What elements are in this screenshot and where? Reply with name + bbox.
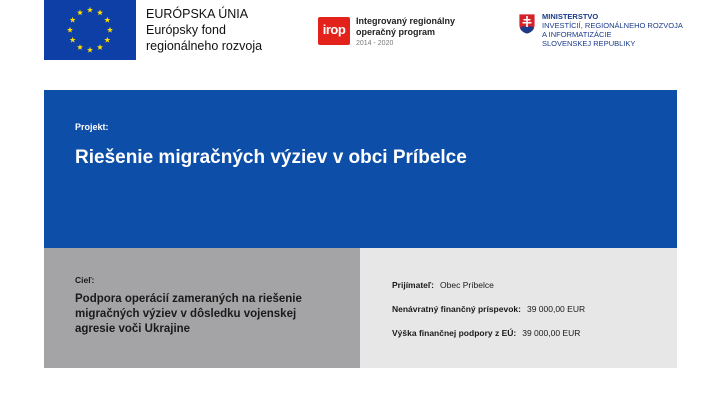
ministry-line-2: INVESTÍCIÍ, REGIONÁLNEHO ROZVOJA <box>542 21 683 30</box>
eu-star-icon <box>104 17 110 23</box>
goal-panel <box>44 248 360 368</box>
goal-label: Cieľ: <box>75 275 95 285</box>
project-label: Projekt: <box>75 122 109 132</box>
logo-header <box>0 0 720 70</box>
eu-star-icon <box>97 9 103 15</box>
eu-fund-text <box>146 6 262 54</box>
eu-flag-icon <box>44 0 136 60</box>
ministry-text <box>542 12 683 48</box>
grant-row <box>392 304 585 314</box>
irop-logo-text: irop <box>322 22 346 37</box>
eu-star-icon <box>87 47 93 53</box>
eu-star-icon <box>70 17 76 23</box>
grant-label: Nenávratný finančný príspevok: <box>392 304 521 314</box>
eu-star-icon <box>107 27 113 33</box>
irop-years: 2014 - 2020 <box>356 40 394 47</box>
recipient-label: Prijímateľ: <box>392 280 435 290</box>
eu-star-icon <box>97 44 103 50</box>
eu-line-3: regionálneho rozvoja <box>146 39 263 53</box>
eu-star-icon <box>77 44 83 50</box>
slovak-coat-of-arms-icon <box>518 13 536 35</box>
goal-text: Podpora operácií zameraných na riešenie migračných výziev v dôsledku vojenskej agresie voči Ukrajine <box>75 293 302 335</box>
irop-line-2: operačný program <box>356 27 436 37</box>
eu-support-value: 39 000,00 EUR <box>522 328 581 338</box>
eu-star-icon <box>70 37 76 43</box>
eu-star-icon <box>104 37 110 43</box>
recipient-row <box>392 280 494 290</box>
project-panel <box>44 90 677 248</box>
eu-line-2: Európsky fond <box>146 23 226 37</box>
recipient-value: Obec Príbelce <box>440 280 494 290</box>
eu-support-label: Výška finančnej podpory z EÚ: <box>392 328 517 338</box>
ministry-line-4: SLOVENSKEJ REPUBLIKY <box>542 39 636 48</box>
ministry-line-3: A INFORMATIZÁCIE <box>542 30 612 39</box>
grant-value: 39 000,00 EUR <box>526 304 586 314</box>
eu-star-icon <box>67 27 73 33</box>
eu-support-row <box>392 328 580 338</box>
funding-info-panel <box>360 248 677 368</box>
ministry-line-1: MINISTERSTVO <box>542 12 599 21</box>
eu-star-icon <box>87 7 93 13</box>
eu-line-1: EURÓPSKA ÚNIA <box>146 7 249 21</box>
eu-star-icon <box>77 9 83 15</box>
irop-logo-icon <box>318 17 350 45</box>
irop-program-text <box>356 16 455 49</box>
irop-line-1: Integrovaný regionálny <box>356 16 456 26</box>
project-title: Riešenie migračných výziev v obci Príbelce <box>75 147 467 168</box>
